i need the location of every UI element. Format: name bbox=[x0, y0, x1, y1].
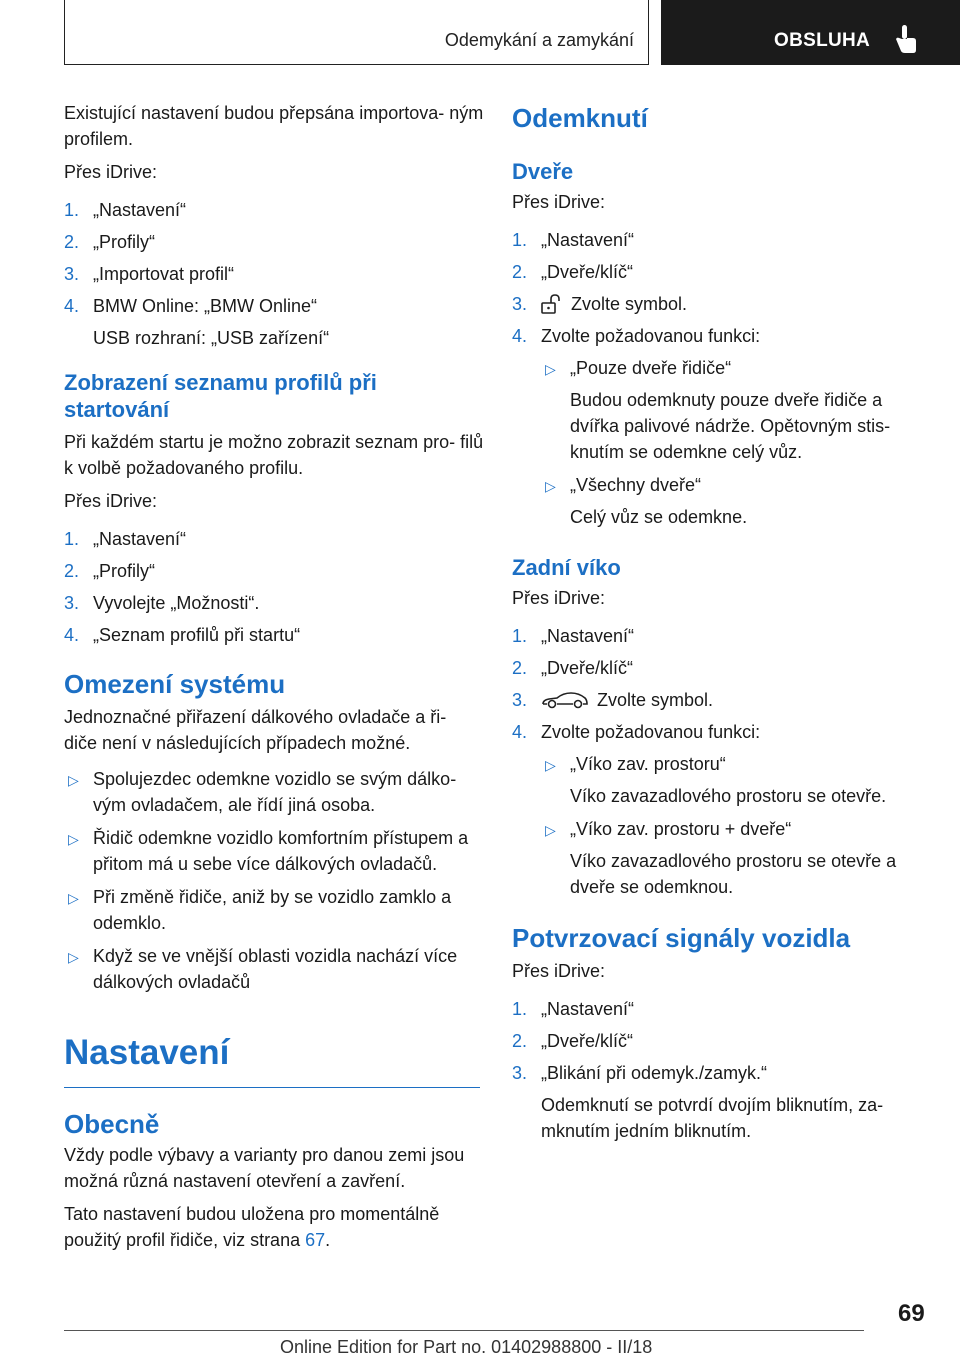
list-item: 1. „Nastavení“ bbox=[512, 230, 635, 250]
triangle-bullet-icon: ▷ bbox=[68, 890, 79, 906]
unlock-heading: Odemknutí bbox=[512, 103, 648, 133]
list-item: 4. „Seznam profilů při startu“ bbox=[64, 625, 301, 645]
car-icon bbox=[541, 690, 589, 710]
list-item: ▷ Spolujezdec odemkne vozidlo se svým dálko‐ vým ovladačem, ale řídí jiná osoba. bbox=[68, 769, 457, 815]
list-item: 1. „Nastavení“ bbox=[512, 999, 635, 1019]
list-item: 3. „Blikání při odemyk./zamyk.“ Odemknutí se potvrdí dvojím bliknutím, za‐ mknutím jedním bliknutím. bbox=[512, 1063, 884, 1141]
idrive-label: Přes iDrive: bbox=[512, 192, 606, 212]
chapter-title: OBSLUHA bbox=[774, 30, 871, 51]
list-item: 1. „Nastavení“ bbox=[64, 200, 187, 220]
list-item: ▷ Když se ve vnější oblasti vozidla nachází více dálkových ovladačů bbox=[68, 946, 458, 992]
idrive-label: Přes iDrive: bbox=[64, 491, 158, 511]
footer-divider bbox=[64, 1330, 864, 1331]
import-steps-list bbox=[64, 197, 484, 351]
profiles-paragraph: Při každém startu je možno zobrazit seznam pro‐ filů k volbě požadovaného profilu. bbox=[64, 432, 484, 478]
profiles-steps-list bbox=[64, 526, 484, 648]
triangle-bullet-icon: ▷ bbox=[545, 361, 556, 377]
list-item: 2. „Dveře/klíč“ bbox=[512, 658, 634, 678]
idrive-label: Přes iDrive: bbox=[512, 961, 606, 981]
tailgate-steps-list bbox=[512, 623, 912, 745]
header-section-box bbox=[64, 0, 649, 65]
list-item: 3. Vyvolejte „Možnosti“. bbox=[64, 593, 260, 613]
list-item: 3. Zvolte symbol. bbox=[512, 294, 688, 314]
profiles-list-heading: Zobrazení seznamu profilů při startování bbox=[64, 370, 377, 422]
list-item: 2. „Dveře/klíč“ bbox=[512, 262, 634, 282]
triangle-bullet-icon: ▷ bbox=[545, 757, 556, 773]
list-item: 1. „Nastavení“ bbox=[512, 626, 635, 646]
footer-edition: Online Edition for Part no. 01402988800 - II/18 bbox=[280, 1337, 653, 1357]
system-limits-heading: Omezení systému bbox=[64, 669, 286, 699]
unlock-icon bbox=[541, 294, 563, 314]
general-paragraph-1: Vždy podle výbavy a varianty pro danou zemi jsou možná různá nastavení otevření a zavření. bbox=[64, 1145, 465, 1191]
triangle-bullet-icon: ▷ bbox=[545, 822, 556, 838]
list-item: 4. Zvolte požadovanou funkci: bbox=[512, 326, 761, 346]
general-heading: Obecně bbox=[64, 1109, 160, 1139]
page-number: 69 bbox=[898, 1300, 925, 1327]
settings-heading: Nastavení bbox=[64, 1033, 480, 1088]
list-item: ▷ Řidič odemkne vozidlo komfortním přístupem a přitom má u sebe více dálkových ovladačů. bbox=[68, 828, 469, 874]
list-item: 1. „Nastavení“ bbox=[64, 529, 187, 549]
confirm-steps-list bbox=[512, 996, 912, 1144]
list-item: ▷ „Pouze dveře řidiče“ Budou odemknuty pouze dveře řidiče a dvířka palivové nádrže. Opětovným stis‐ knutím se odemkne celý vůz. bbox=[545, 358, 891, 462]
right-column bbox=[512, 100, 912, 1150]
chapter-tab bbox=[661, 0, 960, 65]
list-item: ▷ „Víko zav. prostoru“ Víko zavazadlového prostoru se otevře. bbox=[545, 754, 887, 806]
door-options-list bbox=[541, 355, 912, 530]
list-item: 4. BMW Online: „BMW Online“ USB rozhraní: „USB zařízení“ bbox=[64, 296, 330, 348]
system-limits-list bbox=[64, 766, 484, 995]
list-item: 2. „Dveře/klíč“ bbox=[512, 1031, 634, 1051]
list-item: 3. Zvolte symbol. bbox=[512, 690, 714, 710]
triangle-bullet-icon: ▷ bbox=[545, 478, 556, 494]
list-item: 3. „Importovat profil“ bbox=[64, 264, 235, 284]
tailgate-heading: Zadní víko bbox=[512, 555, 621, 580]
triangle-bullet-icon: ▷ bbox=[68, 831, 79, 847]
left-column bbox=[64, 100, 484, 1260]
list-item: ▷ Při změně řidiče, aniž by se vozidlo zamklo a odemklo. bbox=[68, 887, 452, 933]
doors-heading: Dveře bbox=[512, 159, 574, 184]
hand-pointer-icon bbox=[893, 24, 919, 54]
list-item: 2. „Profily“ bbox=[64, 561, 155, 581]
intro-paragraph: Existující nastavení budou přepsána importova‐ ným profilem. bbox=[64, 103, 484, 149]
list-item: ▷ „Všechny dveře“ Celý vůz se odemkne. bbox=[545, 475, 748, 527]
idrive-label: Přes iDrive: bbox=[64, 162, 158, 182]
triangle-bullet-icon: ▷ bbox=[68, 772, 79, 788]
list-item: 4. Zvolte požadovanou funkci: bbox=[512, 722, 761, 742]
triangle-bullet-icon: ▷ bbox=[68, 949, 79, 965]
section-title: Odemykání a zamykání bbox=[444, 30, 634, 50]
list-item: ▷ „Víko zav. prostoru + dveře“ Víko zavazadlového prostoru se otevře a dveře se odemknou. bbox=[545, 819, 897, 897]
page-reference-link[interactable]: 67 bbox=[305, 1230, 326, 1250]
doors-steps-list bbox=[512, 227, 912, 349]
list-item: 2. „Profily“ bbox=[64, 232, 155, 252]
confirm-signals-heading: Potvrzovací signály vozidla bbox=[512, 923, 851, 953]
idrive-label: Přes iDrive: bbox=[512, 588, 606, 608]
tailgate-options-list bbox=[541, 751, 912, 900]
general-paragraph-2: Tato nastavení budou uložena pro momentálně použitý profil řidiče, viz strana 67. bbox=[64, 1204, 440, 1250]
system-limits-paragraph: Jednoznačné přiřazení dálkového ovladače a ři‐ diče není v následujících případech možné. bbox=[64, 707, 447, 753]
